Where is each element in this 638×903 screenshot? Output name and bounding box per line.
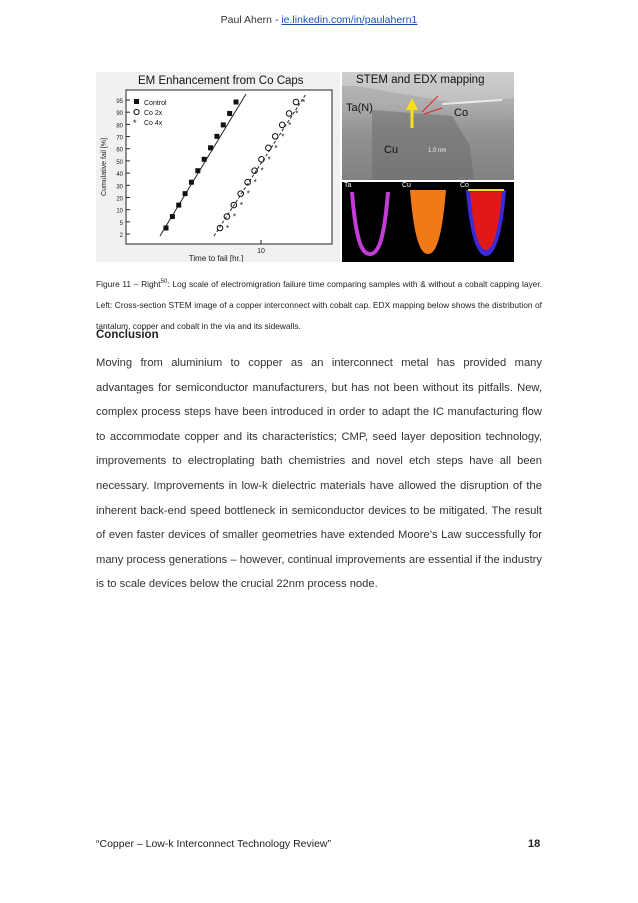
control-marker xyxy=(164,226,169,231)
co4x-marker: * xyxy=(267,155,271,165)
edx-co-label: Co xyxy=(460,182,469,189)
legend-label: Control xyxy=(144,100,167,107)
control-marker xyxy=(208,145,213,150)
footer-title: “Copper – Low-k Interconnect Technology Review” xyxy=(96,838,332,850)
control-marker xyxy=(227,111,232,116)
co-label: Co xyxy=(454,107,469,119)
co4x-marker: * xyxy=(274,143,278,153)
linkedin-link[interactable]: ie.linkedin.com/in/paulahern1 xyxy=(281,14,418,26)
y-tick-label: 10 xyxy=(116,208,123,215)
cu-label: Cu xyxy=(384,144,399,156)
edx-co-panel xyxy=(458,182,514,262)
y-tick-label: 95 xyxy=(116,99,123,105)
chart-title: EM Enhancement from Co Caps xyxy=(138,75,304,87)
legend-label: Co 2x xyxy=(144,110,163,117)
control-marker xyxy=(170,214,175,219)
tan-label: Ta(N) xyxy=(346,102,373,114)
co4x-marker: * xyxy=(295,109,299,119)
legend-control-marker xyxy=(134,99,139,104)
co4x-marker: * xyxy=(281,132,285,142)
co4x-marker: * xyxy=(260,166,264,176)
em-chart-plot xyxy=(96,72,340,262)
figure-caption xyxy=(96,272,542,337)
co4x-marker: * xyxy=(253,178,257,188)
control-marker xyxy=(183,191,188,196)
page-number: 18 xyxy=(528,838,541,850)
control-marker xyxy=(202,157,207,162)
x-axis-label: Time to fail [hr.] xyxy=(188,254,244,262)
y-tick-label: 70 xyxy=(116,135,123,142)
co4x-marker: * xyxy=(302,98,306,107)
y-tick-label: 90 xyxy=(116,111,123,118)
y-tick-label: 2 xyxy=(119,233,123,239)
y-tick-label: 40 xyxy=(116,172,123,179)
y-tick-label: 20 xyxy=(116,196,123,203)
co4x-marker: * xyxy=(232,212,237,222)
control-marker xyxy=(195,168,200,173)
control-marker xyxy=(189,180,194,185)
edx-ta-label: Ta xyxy=(344,182,352,189)
y-tick-label: 5 xyxy=(119,220,123,227)
scale-label: 1.0 nm xyxy=(428,148,447,154)
legend-label: Co 4x xyxy=(144,120,163,127)
control-marker xyxy=(176,203,181,208)
legend-co4x-marker: * xyxy=(133,118,137,128)
page-header xyxy=(0,14,638,26)
control-marker xyxy=(214,134,219,139)
x-tick-label: 10 xyxy=(257,248,265,255)
y-tick-label: 60 xyxy=(116,147,123,154)
co4x-marker: * xyxy=(239,201,243,211)
section-body: Moving from aluminium to copper as an interconnect metal has provided many advantages for semiconductor manufacturers, but has not been without its pitfalls. New, complex process steps have been introduced in order to adapt the IC manufacturing flow to accommodate copper and its characteristics; CMP, seed layer deposition technology, improvements to electroplating bath chemistries and novel etch steps have all been necessary. Improvements in low-k dielectric materials have allowed the disruption of the inherent back-end speed bottleneck in semiconductor devices to be mitigated. The result of even faster devices of smaller geometries have extended Moore’s Law successfully for many process generations – however, continual improvements are essential if the industry is to scale devices below the crucial 22nm process node. xyxy=(96,357,542,591)
control-marker xyxy=(221,122,226,127)
edx-cu-panel xyxy=(400,182,456,262)
stem-image xyxy=(342,72,514,180)
y-tick-label: 80 xyxy=(116,123,123,130)
em-chart xyxy=(96,72,340,262)
y-tick-label: 50 xyxy=(116,159,123,166)
caption-text: : Log scale of electromigration failure time comparing samples with & without a cobalt capping layer. Left: Cross-section STEM image of a copper interconnect with cobalt cap. EDX mapping below shows the distribution of tantalum, copper and cobalt in the via and its sidewalls. xyxy=(96,278,542,331)
caption-lead: Figure 11 – Right xyxy=(96,278,161,289)
y-axis-label: Cumulative fail [%] xyxy=(101,138,108,196)
edx-maps xyxy=(342,182,514,262)
section-title: Conclusion xyxy=(96,329,159,341)
stem-title: STEM and EDX mapping xyxy=(356,74,485,86)
control-marker xyxy=(234,100,239,105)
co4x-marker: * xyxy=(226,224,230,233)
figure-11 xyxy=(96,72,514,262)
edx-ta-panel xyxy=(342,182,398,262)
y-tick-label: 30 xyxy=(116,184,123,191)
edx-cu-label: Cu xyxy=(402,182,411,189)
caption-ref: 50 xyxy=(160,279,168,285)
header-author: Paul Ahern - xyxy=(220,14,282,26)
co4x-marker: * xyxy=(288,120,292,130)
stem-edx-image xyxy=(342,72,514,262)
co4x-marker: * xyxy=(246,189,250,199)
